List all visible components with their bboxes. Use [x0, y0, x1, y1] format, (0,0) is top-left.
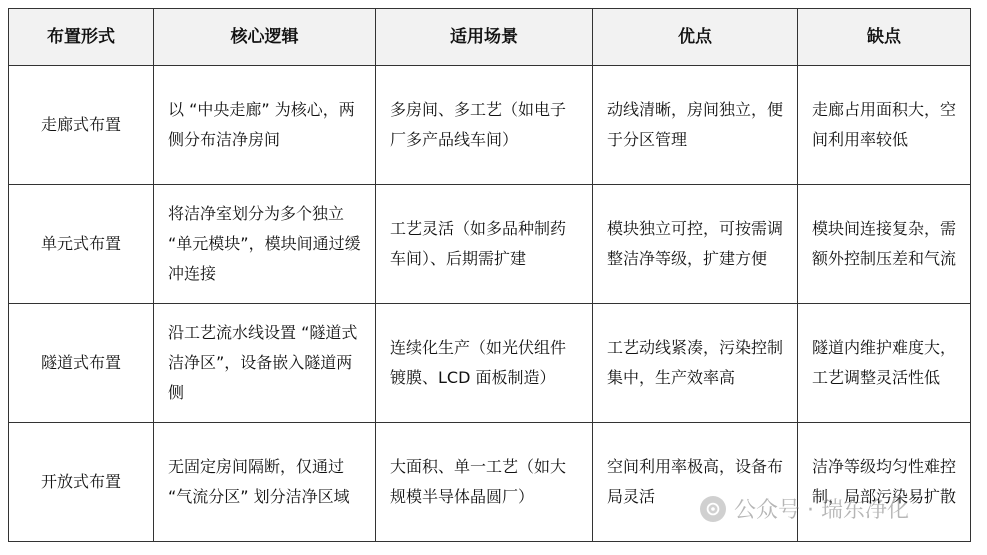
logic-cell: 无固定房间隔断，仅通过 “气流分区” 划分洁净区域 [154, 423, 376, 542]
watermark-label: 公众号 · 瑞东净化 [734, 498, 909, 523]
table-row [9, 185, 971, 304]
type-cell: 隧道式布置 [9, 304, 154, 423]
table-row [9, 66, 971, 185]
header-scenario: 适用场景 [376, 9, 593, 66]
pros-cell: 工艺动线紧凑，污染控制集中，生产效率高 [593, 304, 798, 423]
logic-cell: 将洁净室划分为多个独立 “单元模块”，模块间通过缓冲连接 [154, 185, 376, 304]
pros-cell: 模块独立可控，可按需调整洁净等级，扩建方便 [593, 185, 798, 304]
cons-cell: 隧道内维护难度大，工艺调整灵活性低 [798, 304, 971, 423]
header-type: 布置形式 [9, 9, 154, 66]
scenario-cell: 连续化生产（如光伏组件镀膜、LCD 面板制造） [376, 304, 593, 423]
type-cell: 单元式布置 [9, 185, 154, 304]
header-cons: 缺点 [798, 9, 971, 66]
type-cell: 开放式布置 [9, 423, 154, 542]
header-pros: 优点 [593, 9, 798, 66]
scenario-cell: 多房间、多工艺（如电子厂多产品线车间） [376, 66, 593, 185]
table-row [9, 304, 971, 423]
logic-cell: 以 “中央走廊” 为核心，两侧分布洁净房间 [154, 66, 376, 185]
header-logic: 核心逻辑 [154, 9, 376, 66]
cons-cell: 洁净等级均匀性难控制，局部污染易扩散 [798, 423, 971, 542]
cleanroom-layout-table [8, 8, 971, 542]
table-row [9, 423, 971, 542]
logic-cell: 沿工艺流水线设置 “隧道式洁净区”，设备嵌入隧道两侧 [154, 304, 376, 423]
cons-cell: 模块间连接复杂，需额外控制压差和气流 [798, 185, 971, 304]
pros-cell: 空间利用率极高，设备布局灵活 [593, 423, 798, 542]
scenario-cell: 工艺灵活（如多品种制药车间）、后期需扩建 [376, 185, 593, 304]
scenario-cell: 大面积、单一工艺（如大规模半导体晶圆厂） [376, 423, 593, 542]
header-row [9, 9, 971, 66]
type-cell: 走廊式布置 [9, 66, 154, 185]
cons-cell: 走廊占用面积大，空间利用率较低 [798, 66, 971, 185]
pros-cell: 动线清晰，房间独立，便于分区管理 [593, 66, 798, 185]
